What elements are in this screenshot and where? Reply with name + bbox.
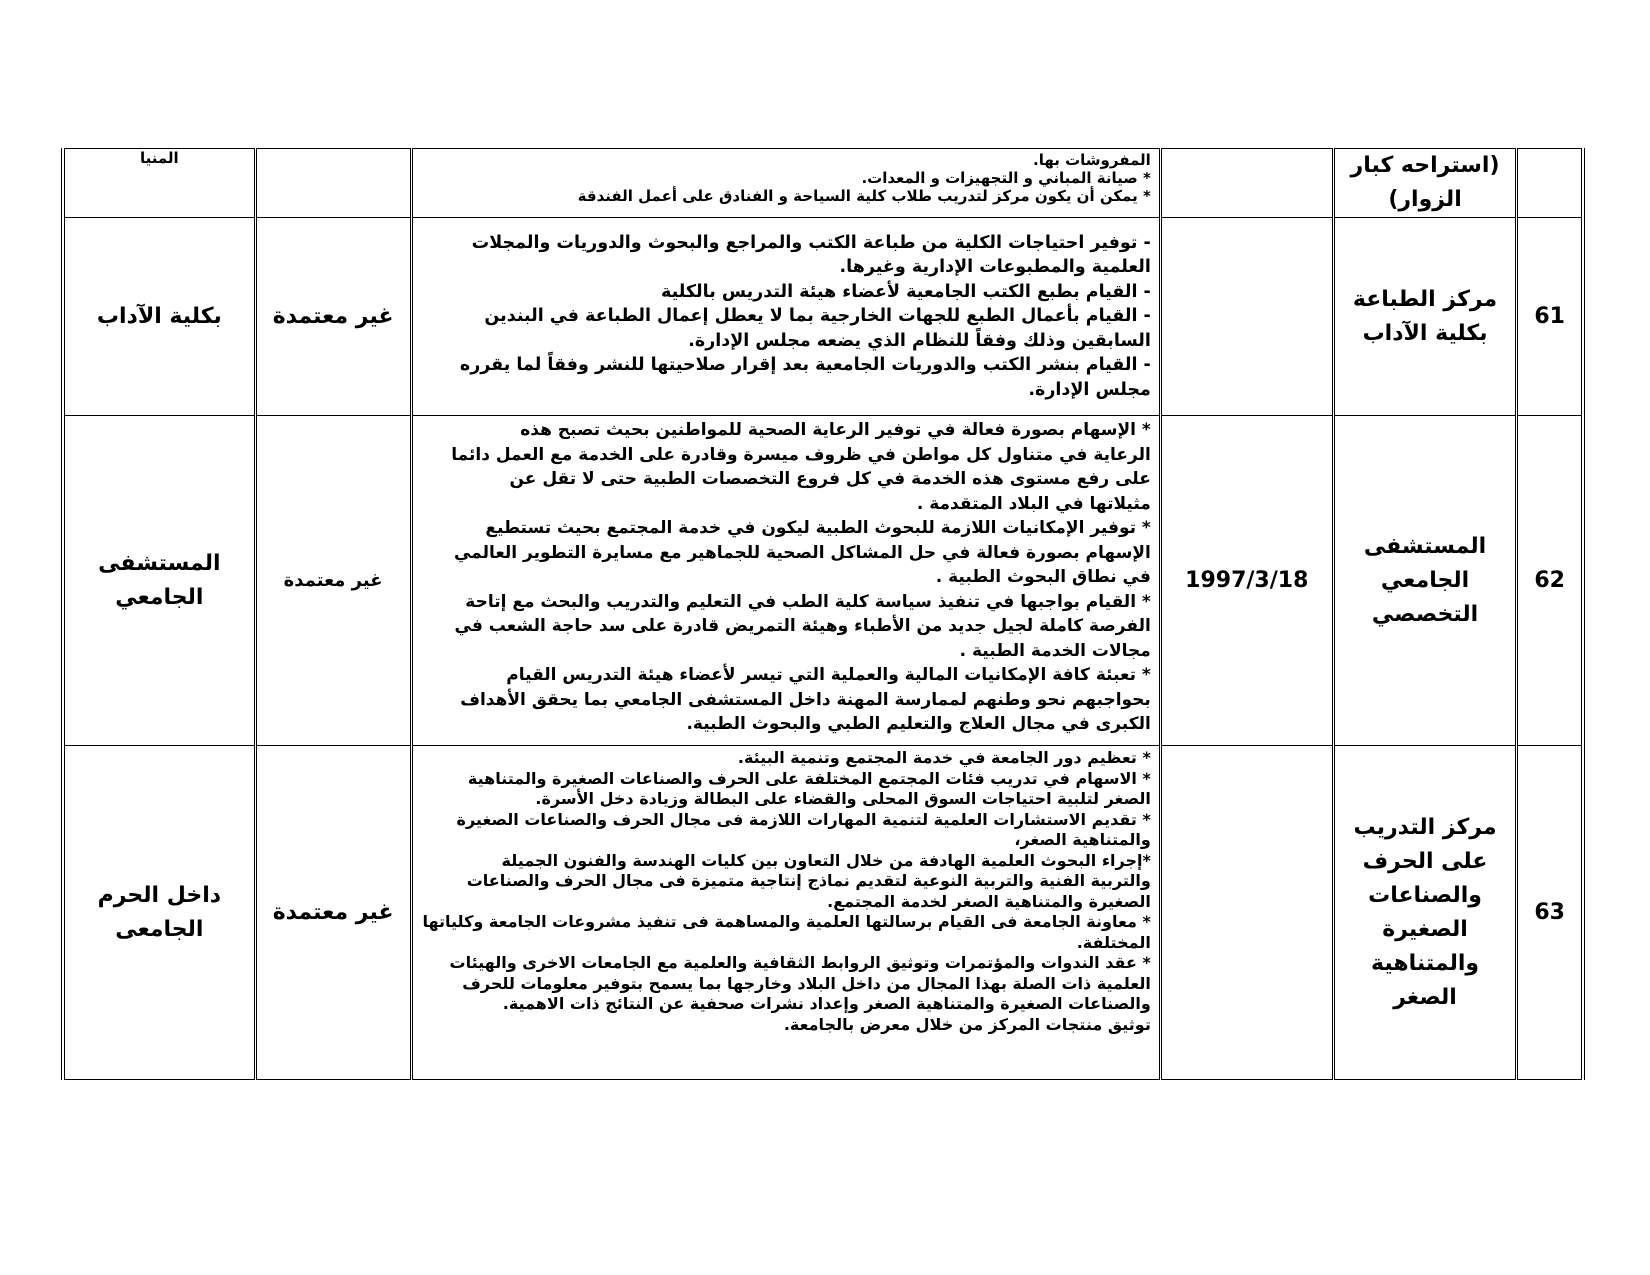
goal-line: * عقد الندوات والمؤتمرات وتوثيق الروابط الثقافية والعلمية مع الجامعات الاخرى والهيئات <box>449 953 1151 972</box>
center-goals <box>411 416 1160 746</box>
row-number: 62 <box>1517 416 1583 746</box>
goal-line: مجلس الإدارة. <box>1028 379 1151 400</box>
goal-line: الكبرى في مجال العلاج والتعليم الطبي والبحوث الطبية. <box>686 714 1151 734</box>
center-name: المستشفى الجامعي التخصصي <box>1333 416 1517 746</box>
center-name: مركز التدريب على الحرف والصناعات الصغيرة والمتناهية الصغر <box>1333 746 1517 1080</box>
goal-line: * الإسهام بصورة فعالة في توفير الرعاية الصحية للمواطنين بحيث تصبح هذه <box>520 420 1151 440</box>
goal-line: العلمية ذات الصلة بهذا المجال من داخل البلاد وخارجها بما يسمح بتوفير معلومات للحرف <box>462 973 1151 993</box>
status-cell: غير معتمدة <box>255 746 411 1080</box>
goal-line: والمتناهية الصغر، <box>1014 830 1151 849</box>
row-number: 63 <box>1517 746 1583 1080</box>
table-row <box>63 149 1583 218</box>
goal-line: المفروشات بها. <box>1033 151 1151 169</box>
status-cell: غير معتمدة <box>255 218 411 416</box>
location-cell: المستشفى الجامعي <box>63 416 255 746</box>
goal-line: والصناعات الصغيرة والمتناهية الصغر وإعداد نشرات صحفية عن النتائج ذات الاهمية. <box>502 994 1151 1013</box>
goal-line: * تعبئة كافة الإمكانيات المالية والعملية التي تيسر لأعضاء هيئة التدريس القيام <box>506 665 1151 685</box>
centers-table <box>61 148 1585 1080</box>
goal-line: * يمكن أن يكون مركز لتدريب طلاب كلية السياحة و الفنادق على أعمل الفندقة <box>577 187 1151 205</box>
establishment-date <box>1160 218 1333 416</box>
location-cell: المنيا <box>63 149 255 218</box>
status-cell: غير معتمدة <box>255 416 411 746</box>
goal-line: * تقديم الاستشارات العلمية لتنمية المهارات اللازمة فى مجال الحرف والصناعات الصغيرة <box>456 809 1151 829</box>
goal-line: * تعظيم دور الجامعة في خدمة المجتمع وتنمية البيئة. <box>737 748 1151 767</box>
goal-line: - توفير احتياجات الكلية من طباعة الكتب والمراجع والبحوث والدوريات والمجلات <box>471 232 1151 253</box>
establishment-date <box>1160 149 1333 218</box>
establishment-date: 1997/3/18 <box>1160 416 1333 746</box>
goal-line: في نطاق البحوث الطبية . <box>935 567 1151 587</box>
goal-line: المختلفة. <box>1076 932 1151 952</box>
establishment-date <box>1160 746 1333 1080</box>
goal-line: الصغر لتلبية احتياجات السوق المحلى والقضاء على البطالة وزيادة دخل الأسرة. <box>535 789 1151 808</box>
goal-line: *إجراء البحوث العلمية الهادفة من خلال التعاون بين كليات الهندسة والفنون الجميلة <box>501 850 1151 870</box>
goal-line: الفرصة كاملة لجيل جديد من الأطباء وهيئة التمريض قادرة على سد حاجة الشعب في <box>454 616 1151 636</box>
goal-line: بحواجبهم نحو وطنهم لممارسة المهنة داخل المستشفى الجامعي بما يحقق الأهداف <box>460 689 1151 710</box>
table-row <box>63 416 1583 746</box>
row-number <box>1517 149 1583 218</box>
goal-line: والتربية الفنية والتربية النوعية لتقديم نماذج إنتاجية متميزة فى مجال الحرف والصناعات <box>466 871 1151 890</box>
goal-line: * الاسهام في تدريب فئات المجتمع المختلفة على الحرف والصناعات الصغيرة والمتناهية <box>467 768 1151 788</box>
goal-line: السابقين وذلك وفقاً للنظام الذي يضعه مجلس الإدارة. <box>688 330 1151 351</box>
goal-line: * صيانة المباني و التجهيزات و المعدات. <box>861 169 1151 187</box>
goal-line: الصغيرة والمتناهية الصغر لخدمة المجتمع. <box>827 891 1151 911</box>
goal-line: مجالات الخدمة الطبية . <box>959 640 1151 661</box>
table-row <box>63 218 1583 416</box>
center-goals <box>411 746 1160 1080</box>
table-row <box>63 746 1583 1080</box>
goal-line: توثيق منتجات المركز من خلال معرض بالجامعة. <box>783 1014 1151 1034</box>
location-cell: بكلية الآداب <box>63 218 255 416</box>
goal-line: على رفع مستوى هذه الخدمة في كل فروع التخصصات الطبية حتى لا تقل عن <box>509 469 1151 489</box>
center-goals <box>411 218 1160 416</box>
goal-line: الإسهام بصورة فعالة في حل المشاكل الصحية للجماهير مع مسايرة التطوير العالمي <box>453 542 1151 563</box>
goal-line: الرعاية في متناول كل مواطن في ظروف ميسرة وقادرة على الخدمة مع العمل دائما <box>451 444 1151 465</box>
goal-line: * القيام بواجبها في تنفيذ سياسة كلية الطب في التعليم والتدريب والبحث مع إتاحة <box>465 591 1151 612</box>
center-name: (استراحه كبار الزوار) <box>1333 149 1517 218</box>
goal-line: * معاونة الجامعة فى القيام برسالتها العلمية والمساهمة فى تنفيذ مشروعات الجامعة وكلياتها <box>422 912 1151 931</box>
center-goals <box>411 149 1160 218</box>
status-cell <box>255 149 411 218</box>
goal-line: * توفير الإمكانيات اللازمة للبحوث الطبية ليكون في خدمة المجتمع بحيث تستطيع <box>485 518 1151 538</box>
row-number: 61 <box>1517 218 1583 416</box>
goal-line: - القيام بطبع الكتب الجامعية لأعضاء هيئة التدريس بالكلية <box>660 281 1151 302</box>
location-cell: داخل الحرم الجامعى <box>63 746 255 1080</box>
goal-line: مثيلاتها في البلاد المتقدمة . <box>916 493 1151 514</box>
center-name: مركز الطباعة بكلية الآداب <box>1333 218 1517 416</box>
goal-line: - القيام بأعمال الطبع للجهات الخارجية بما لا يعطل إعمال الطباعة في البندين <box>484 306 1151 327</box>
goal-line: - القيام بنشر الكتب والدوريات الجامعية بعد إقرار صلاحيتها للنشر وفقاً لما يقرره <box>459 355 1151 376</box>
goal-line: العلمية والمطبوعات الإدارية وغيرها. <box>839 257 1151 278</box>
